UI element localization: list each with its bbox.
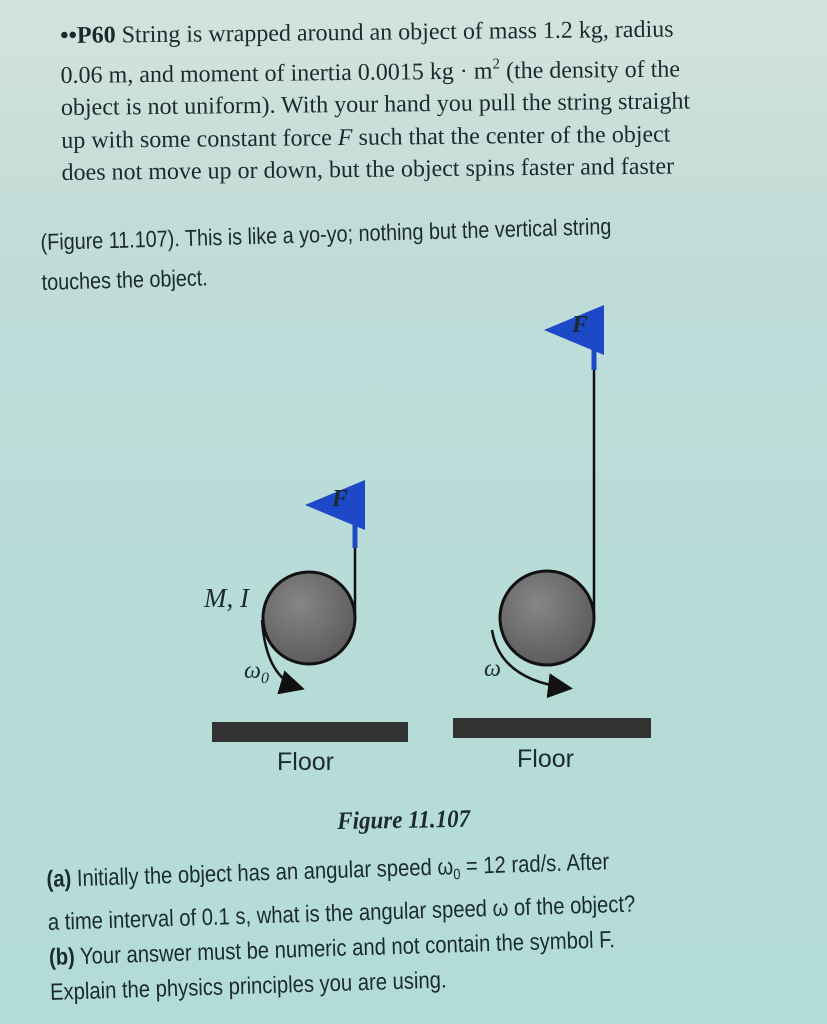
problem-number: ••P60	[60, 22, 116, 49]
question-b-line-2: Explain the physics principles you are using.	[49, 966, 447, 1005]
left-floor-label: Floor	[277, 748, 334, 776]
problem-line-1: ••P60 String is wrapped around an object of mass 1.2 kg, radius	[60, 16, 674, 49]
left-disk	[263, 572, 355, 664]
right-disk	[500, 571, 594, 665]
question-a-line-2: a time interval of 0.1 s, what is the angular speed ω of the object?	[47, 890, 636, 935]
problem-line-3: object is not uniform). With your hand you pull the string straight	[60, 88, 691, 121]
intro-line-1: (Figure 11.107). This is like a yo-yo; nothing but the vertical string	[40, 213, 612, 255]
questions	[46, 841, 721, 1010]
question-b-line-1: (b) Your answer must be numeric and not contain the symbol F.	[48, 926, 616, 970]
question-b-label: (b)	[48, 943, 76, 970]
mass-inertia-label: M, I	[204, 583, 249, 613]
omega-label: ω	[484, 656, 501, 682]
intro-line-2: touches the object.	[41, 264, 209, 295]
left-floor	[212, 722, 408, 742]
right-force-label: F	[572, 312, 589, 338]
problem-line-4: up with some constant force F such that the center of the object	[61, 121, 671, 154]
left-force-label: F	[332, 486, 349, 512]
question-a-label: (a)	[46, 865, 72, 892]
omega0-label: $\omega_0$	[244, 658, 269, 687]
problem-line-5: does not move up or down, but the object spins faster and faster	[61, 153, 675, 186]
right-floor-label: Floor	[517, 745, 574, 773]
figure-caption: Figure 11.107	[337, 805, 471, 835]
problem-line-2: 0.06 m, and moment of inertia 0.0015 kg · $m^2$ (the density of the	[60, 55, 681, 89]
right-floor	[453, 718, 651, 738]
question-a-line-1: (a) Initially the object has an angular speed $\omega_0 = 12$ rad/s. After	[46, 848, 610, 892]
